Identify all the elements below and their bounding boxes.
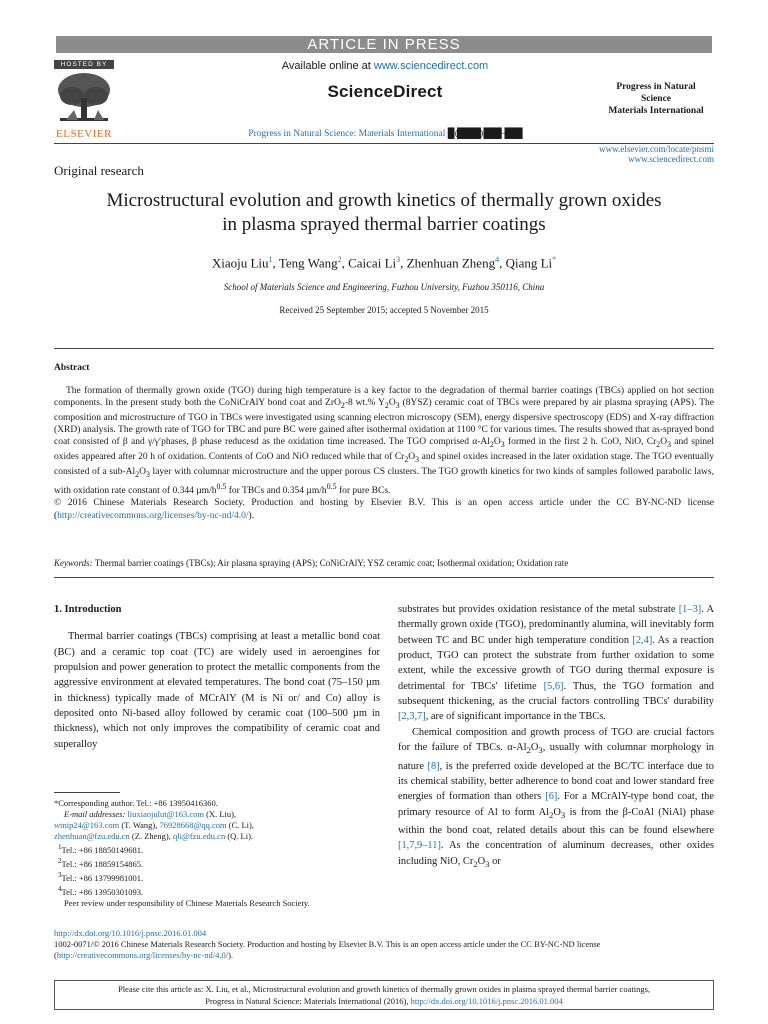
reference-link[interactable]: [2,4] [632,634,653,646]
peer-review-note: Peer review under responsibility of Chinese Materials Research Society. [64,898,310,909]
journal-volume-placeholder: █ (████) ███–███ [447,129,522,139]
tel-footnote: $^3$Tel.: +86 13799981001. [58,871,144,884]
right-column [398,602,714,872]
license-link-bottom[interactable]: http://creativecommons.org/licenses/by-nc-nd/4.0/ [56,950,229,960]
author-mark[interactable]: 3 [396,255,401,264]
author-name: Zhenhuan Zheng [406,255,496,271]
doi-link[interactable]: http://dx.doi.org/10.1016/j.pnsc.2016.01.004 [54,928,207,938]
affiliation: School of Materials Science and Engineering, Fuzhou University, Fuzhou 350116, China [223,282,545,292]
article-in-press-banner: ARTICLE IN PRESS [56,36,712,53]
author-mark[interactable]: 1 [268,255,273,264]
tel-footnote: $^1$Tel.: +86 18850149681. [58,843,144,856]
keywords-text: Thermal barrier coatings (TBCs); Air plasma spraying (APS); CoNiCrAlY; YSZ ceramic coat; Isothermal oxidation; Oxidation rate [92,558,569,568]
issn-line: 1002-0071/© 2016 Chinese Materials Research Society. Production and hosting by Elsevier B.V. This is an open access article under the CC BY-NC-ND license [54,939,601,949]
sciencedirect-link[interactable]: www.sciencedirect.com [628,154,714,164]
cite-line-2: Progress in Natural Science: Materials International (2016), http://dx.doi.org/10.1016/j.pnsc.2016.01.004 [205,996,563,1006]
elsevier-tree-logo [54,70,114,128]
author-name: Qiang Li [505,255,553,271]
email-link[interactable]: qli@fzu.edu.cn [173,831,226,842]
author-mark[interactable]: * [552,255,557,264]
available-online [200,60,570,72]
keywords-line [54,558,714,568]
author-name: Xiaoju Liu [211,255,269,271]
email-addresses-cont: wtnip24@163.com (T. Wang), 76928668@qq.com (C. Li), [54,820,254,831]
elsevier-locate-link[interactable]: www.elsevier.com/locate/pnsmi [599,144,714,154]
reference-link[interactable]: [6] [545,791,558,803]
article-title [54,189,714,237]
email-addresses-cont2: zhenhuan@fzu.edu.cn (Z. Zheng), qli@fzu.edu.cn (Q. Li). [54,831,254,842]
received-dates: Received 25 September 2015; accepted 5 November 2015 [279,305,489,315]
left-column [54,602,380,752]
tel-footnote: $^2$Tel.: +86 18859154865. [58,857,144,870]
journal-box-line-1: Progress in Natural [616,82,696,92]
keywords-divider [54,577,714,578]
cite-doi-link[interactable]: http://dx.doi.org/10.1016/j.pnsc.2016.01.004 [410,996,563,1006]
intro-heading: 1. Introduction [54,604,122,615]
abstract-copyright: © 2016 Chinese Materials Research Society. Production and hosting by Elsevier B.V. This is an open access article under the CC BY-NC-ND license (http://creativecommons.org/licenses/by-nc-nd/4.0/). [54,498,714,521]
abstract-top-divider [54,348,714,349]
journal-title-box [594,81,718,117]
email-link[interactable]: wtnip24@163.com [54,820,120,831]
citation-box [54,980,714,1010]
reference-link[interactable]: [1–3] [678,604,702,615]
journal-box-line-3: Materials International [608,106,704,116]
journal-name[interactable]: Progress in Natural Science: Materials International [248,129,446,139]
email-link[interactable]: liuxiaojulut@163.com [127,809,204,820]
sciencedirect-url-link[interactable]: www.sciencedirect.com [373,60,489,72]
reference-link[interactable]: [1,7,9–11] [398,840,441,852]
author-name: Teng Wang [278,255,338,271]
reference-link[interactable]: [8] [427,760,440,772]
hosted-by-label: HOSTED BY [54,60,114,69]
section-label: Original research [54,163,144,178]
keywords-label: Keywords: [54,558,93,568]
journal-urls [540,144,714,164]
title-line-1: Microstructural evolution and growth kinetics of thermally grown oxides [106,190,662,211]
email-addresses: E-mail addresses: liuxiaojulut@163.com (X. Liu), [64,809,237,820]
reference-link[interactable]: [2,3,7] [398,711,426,723]
reference-link[interactable]: [5,6] [543,680,564,692]
abstract-paragraph: The formation of thermally grown oxide (TGO) during high temperature is a key factor to the degradation of thermal barrier coatings (TBCs) applied on hot section components. In the present study both the CoNiCrAlY bond coat and ZrO$_2$-8 wt.% $Y_2O_3$ (8YSZ) ceramic coat of TBCs were prepared by air plasma spraying (APS). The composition and microstructure of TGO in TBCs were investigated using scanning electron microscopy (SEM), energy dispersive spectroscopy (EDS) and X-ray diffraction (XRD) analysis. The growth rate of TGO for TBC and pure BC were gained after isothermal oxidation at 1100 °C for various times. The results showed that as-sprayed bond coat consisted of β and γ/γ′phases, β phase reducesd as the oxidation time increased. The TGO comprised $\alpha-Al_2O_3$ formed in the first 2 h. CoO, NiO, $Cr_2O_3$ and spinel oxides appeared after 20 h of oxidation. Contents of CoO and NiO reduced while that of $Cr_2O_3$ and spinel oxides increased in the later oxidation stage. The TGO eventually consisted of a sub-$Al_2O_3$ layer with columnar microstructure and the upper porous CS clusters. The TGO growth kinetics for two kinds of samples followed parabolic laws, with oxidation rate constant of 0.344 $\mu m/h^{0.5}$ for TBCs and 0.354 $\mu m/h^{0.5}$ for pure BCs. [54,386,715,497]
tel-footnote: $^4$Tel.: +86 13950301093. [58,885,144,897]
intro-paragraph-left: Thermal barrier coatings (TBCs) comprising at least a metallic bond coat (BC) and a ceramic top coat (TC) are widely used in aeroengines for propulsion and power generation to protect the metallic components from the aggressive environment at elevated temperatures. The bond coat (75–150 µm in thickness) typically made of MCrAlY (M is Ni or/ and Co) alloy is deposited onto Ni-based alloy followed by ceramic coat (100–500 µm in thickness), which not only improves the compatibility of ceramic coat and superalloy [54,631,380,750]
sciencedirect-logo: ScienceDirect [327,82,443,101]
title-line-2: in plasma sprayed thermal barrier coatings [222,214,546,235]
author-mark[interactable]: 4 [495,255,500,264]
cite-line-1: Please cite this article as: X. Liu, et al., Microstructural evolution and growth kinetics of thermally grown oxides in plasma sprayed thermal barrier coatings, [117,984,651,994]
footnote-rule [54,792,120,793]
journal-box-line-2: Science [640,94,672,104]
doi-block [54,928,714,961]
author-list: Xiaoju Liu$^1$, Teng Wang$^2$, Caicai Li$^3$, Zhenhuan Zheng$^4$, Qiang Li* [211,255,557,271]
email-link[interactable]: 76928668@qq.com [159,820,227,831]
journal-citation-line [200,129,570,139]
available-prefix: Available online at [281,60,374,72]
footnotes [54,798,384,909]
elsevier-wordmark: ELSEVIER [56,128,112,140]
abstract-body [54,385,714,522]
intro-paragraph-continued: substrates but provides oxidation resistance of the metal substrate [1–3]. A thermally grown oxide (TGO), predominantly alumina, will inevitably form between TC and BC under high temperature condition [2,4]. As a reaction product, TGO can protect the substrate from further oxidation to some extent, while the excessive growth of TGO during thermal exposure is detrimental for TBCs' lifetime [5,6]. Thus, the TGO formation and subsequent thickening, as the crucial factors controlling TBCs' durability [2,3,7], are of significant importance in the TBCs. [398,604,714,723]
author-name: Caicai Li [348,255,397,271]
intro-paragraph-2: Chemical composition and growth process of TGO are crucial factors for the failure of TBCs. $\alpha-Al_2O_3$, usually with columnar morphology in nature [8], is the preferred oxide developed at the BC/TC interface due to its chemical stability, better adherence to bond coat and lower standard free energies of formation than others [6]. For a MCrAlY-type bond coat, the primary resource of Al to form $Al_2O_3$ is from the β-CoAl (NiAl) phase within the bond coat, related details about this can be found elsewhere [1,7,9–11]. As the concentration of aluminum decreases, other oxides including NiO, $Cr_2O_3$ or [398,726,714,869]
license-line: (http://creativecommons.org/licenses/by-nc-nd/4.0/). [54,950,234,960]
author-mark[interactable]: 2 [337,255,342,264]
email-link[interactable]: zhenhuan@fzu.edu.cn [54,831,130,842]
license-link[interactable]: http://creativecommons.org/licenses/by-nc-nd/4.0/ [57,510,249,521]
abstract-heading: Abstract [54,363,90,373]
corresponding-author: *Corresponding author. Tel.: +86 13950416360. [54,798,218,808]
